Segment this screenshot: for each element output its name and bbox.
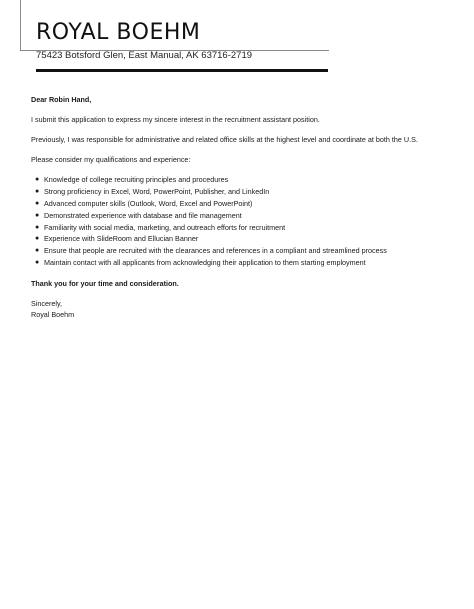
applicant-address: 75423 Botsford Glen, East Manual, AK 63716-2719 — [36, 50, 253, 61]
signature: Royal Boehm — [31, 310, 75, 320]
bullet-icon: ● — [35, 247, 40, 255]
thanks-line: Thank you for your time and consideration. — [31, 279, 179, 289]
intro-paragraph: I submit this application to express my sincere interest in the recruitment assistant position. — [31, 115, 320, 124]
list-item — [31, 187, 467, 196]
applicant-name: ROYAL BOEHM — [36, 20, 201, 45]
list-item-text: Strong proficiency in Excel, Word, PowerPoint, Publisher, and LinkedIn — [44, 186, 270, 196]
list-item — [31, 211, 467, 220]
list-item — [31, 234, 467, 243]
list-item — [31, 258, 467, 267]
list-item-text: Experience with SlideRoom and Ellucian Banner — [44, 234, 199, 244]
bullet-icon: ● — [35, 259, 40, 267]
qualifications-list — [31, 175, 467, 267]
bullet-icon: ● — [35, 199, 40, 207]
bullet-icon: ● — [35, 176, 40, 183]
experience-paragraph: Previously, I was responsible for administrative and related office skills at the highest level and coordinate at both the U.S. — [31, 135, 418, 144]
salutation: Dear Robin Hand, — [31, 95, 92, 104]
list-item-text: Familiarity with social media, marketing, and outreach efforts for recruitment — [44, 222, 286, 232]
list-item — [31, 175, 467, 184]
list-item-text: Knowledge of college recruiting principles and procedures — [44, 175, 229, 184]
letter-body — [31, 95, 467, 320]
bullet-icon: ● — [35, 223, 40, 231]
list-item-text: Demonstrated experience with database and file management — [44, 210, 242, 220]
list-item — [31, 246, 467, 255]
list-item-text: Advanced computer skills (Outlook, Word, Excel and PowerPoint) — [44, 198, 253, 208]
closing: Sincerely, — [31, 299, 63, 309]
list-item — [31, 199, 467, 208]
list-item-text: Ensure that people are recruited with the clearances and references in a compliant and streamlined process — [44, 246, 387, 256]
bullet-icon: ● — [35, 211, 40, 219]
bullet-icon: ● — [35, 187, 40, 195]
list-item — [31, 223, 467, 232]
list-item-text: Maintain contact with all applicants from acknowledging their application to them starting employment — [44, 258, 366, 268]
bullet-icon: ● — [35, 235, 40, 243]
qualifications-intro: Please consider my qualifications and experience: — [31, 155, 191, 164]
header-divider — [36, 69, 328, 72]
